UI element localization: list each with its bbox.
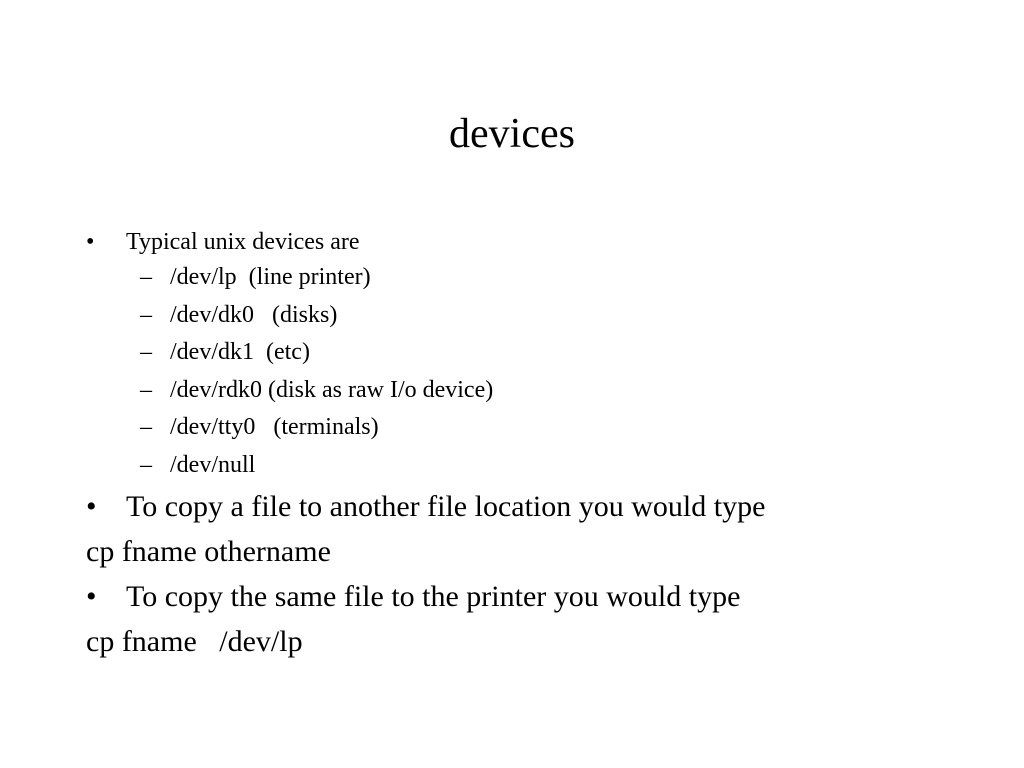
bullet-typical-devices: [86, 226, 986, 259]
sub-bullet-text: /dev/tty0 (terminals): [170, 414, 379, 440]
bullet-marker: •: [86, 229, 95, 255]
dash-marker: –: [140, 339, 152, 365]
dash-marker: –: [140, 376, 152, 403]
command-copy-printer: cp fname /dev/lp: [86, 625, 303, 658]
dash-marker: –: [140, 301, 152, 328]
bullet-marker: •: [86, 580, 97, 613]
slide-title: devices: [449, 111, 575, 157]
dash-marker: –: [140, 264, 152, 290]
sub-bullet-dev-tty0: [86, 409, 986, 447]
bullet-marker: •: [86, 490, 97, 523]
sub-bullet-text: /dev/null: [170, 451, 256, 478]
dash-marker: –: [140, 414, 152, 440]
sub-bullet-text: /dev/dk0 (disks): [170, 301, 338, 328]
sub-bullet-dev-dk0: [86, 297, 986, 335]
sub-bullet-dev-null: [86, 447, 986, 485]
command-copy-file: cp fname othername: [86, 535, 331, 568]
sub-bullet-dev-rdk0: [86, 372, 986, 410]
sub-bullet-text: /dev/rdk0 (disk as raw I/o device): [170, 376, 494, 403]
sub-bullet-text: /dev/lp (line printer): [170, 264, 371, 290]
bullet-text: To copy the same file to the printer you would type: [126, 580, 741, 613]
sub-bullet-dev-dk1: [86, 334, 986, 372]
bullet-text: To copy a file to another file location you would type: [126, 490, 766, 523]
bullet-text: Typical unix devices are: [126, 229, 360, 255]
sub-bullet-text: /dev/dk1 (etc): [170, 339, 310, 365]
bullet-copy-printer: [86, 574, 986, 619]
sub-bullet-dev-lp: [86, 259, 986, 297]
dash-marker: –: [140, 451, 152, 478]
bullet-copy-file: [86, 484, 986, 529]
slide-body: [86, 226, 986, 664]
